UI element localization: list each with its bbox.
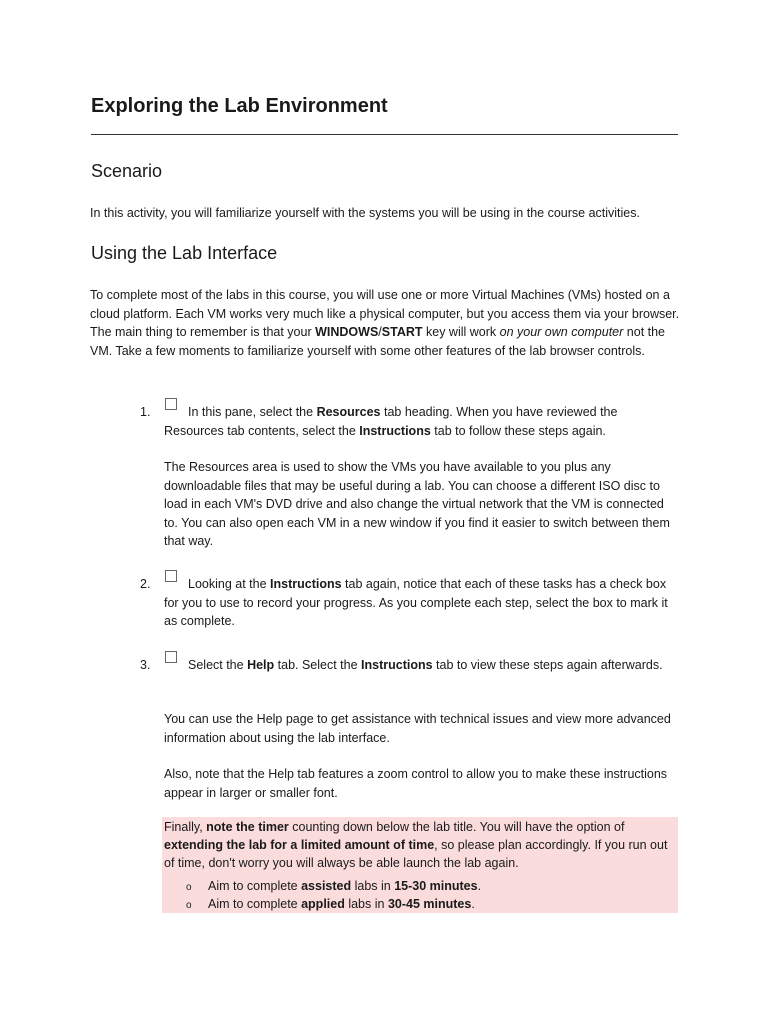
- lab-interface-heading: Using the Lab Interface: [91, 243, 278, 263]
- step-3-text-c: tab. Select the: [274, 658, 362, 672]
- intro-text-3: not the VM. Take a few moments to familiarize yourself with some other features of the lab browser controls.: [90, 325, 666, 358]
- step-3-help: Help: [247, 658, 275, 672]
- step-3-text-a: Select the: [188, 658, 248, 672]
- callout-text-a: Finally,: [164, 820, 207, 834]
- bullet-1-text-d: .: [477, 879, 482, 893]
- bullet-1-text-c: labs in: [351, 879, 395, 893]
- step-2-instructions: Instructions: [270, 577, 342, 591]
- callout-text-d: , so please plan accordingly. If you run out of time, don't worry you will always be able launch the lab again.: [164, 838, 668, 870]
- step-3-text: [164, 656, 679, 675]
- slash-text: /: [378, 325, 382, 339]
- step-2-text-c: tab again, notice that each of these tasks has a check box for you to use to record your progress. As you complete each step, select the box to mark it as complete.: [164, 577, 668, 628]
- step-1-number: 1.: [140, 405, 151, 419]
- bullet-1-duration: 15-30 minutes: [394, 879, 478, 893]
- step-3-instructions: Instructions: [361, 658, 433, 672]
- bullet-mark: o: [186, 882, 192, 893]
- step-3-text-d: tab to view these steps again afterwards.: [432, 658, 663, 672]
- step-3-detail-1: You can use the Help page to get assistance with technical issues and view more advanced information about using the lab interface.: [164, 712, 671, 745]
- intro-text-2: key will work: [422, 325, 500, 339]
- step-1-text-d: tab to follow these steps again.: [430, 423, 606, 438]
- bullet-2-text-a: Aim to complete: [208, 897, 302, 911]
- step-1-text: [164, 403, 679, 440]
- windows-key-text: WINDOWS: [315, 325, 379, 339]
- step-3-detail-2: Also, note that the Help tab features a zoom control to allow you to make these instructions appear in larger or smaller font.: [164, 767, 668, 800]
- callout-text-c: counting down below the lab title. You will have the option of: [288, 820, 625, 834]
- scenario-text: In this activity, you will familiarize yourself with the systems you will be using in the course activities.: [90, 206, 640, 220]
- timer-callout-text: [164, 818, 676, 872]
- step-2-text-a: Looking at the: [188, 577, 271, 591]
- step-1-resources: Resources: [316, 405, 381, 419]
- bullet-1-assisted: assisted: [301, 879, 352, 893]
- title-divider: [91, 134, 678, 135]
- bullet-mark: o: [186, 900, 192, 911]
- bullet-2-applied: applied: [301, 897, 345, 911]
- start-key-text: START: [381, 325, 423, 339]
- bullet-1-text-a: Aim to complete: [208, 879, 302, 893]
- step-3-number: 3.: [140, 658, 151, 672]
- bullet-2-duration: 30-45 minutes: [387, 897, 472, 911]
- callout-bullet-applied: [186, 895, 475, 915]
- callout-note-timer: note the timer: [206, 820, 289, 834]
- step-1-instructions: Instructions: [359, 423, 431, 438]
- step-1-text-a: In this pane, select the: [188, 405, 317, 419]
- scenario-heading: Scenario: [91, 161, 163, 181]
- step-1-text-c: tab heading. When you have reviewed the Resources tab contents, select the: [164, 405, 618, 438]
- intro-text-1: To complete most of the labs in this course, you will use one or more Virtual Machines (VMs) hosted on a cloud platform. Each VM works very much like a physical computer, but you access them via your browser. The main thing to remember is that your: [90, 288, 680, 339]
- bullet-2-text-c: labs in: [344, 897, 388, 911]
- callout-bullet-assisted: [186, 877, 481, 897]
- step-1-detail: The Resources area is used to show the VMs you have available to you plus any downloadable files that may be useful during a lab. You can choose a different ISO disc to load in each VM's DVD drive and also change the virtual network that the VM is connected to. You can also open each VM in a new window if you find it easier to switch between them that way.: [164, 460, 670, 548]
- callout-extending: extending the lab for a limited amount of time: [164, 838, 435, 852]
- bullet-2-text-d: .: [471, 897, 475, 911]
- intro-paragraph: [90, 286, 680, 360]
- intro-italic: on your own computer: [499, 325, 624, 339]
- page-title: Exploring the Lab Environment: [91, 95, 388, 117]
- step-2-text: [164, 575, 679, 631]
- step-2-number: 2.: [140, 577, 151, 591]
